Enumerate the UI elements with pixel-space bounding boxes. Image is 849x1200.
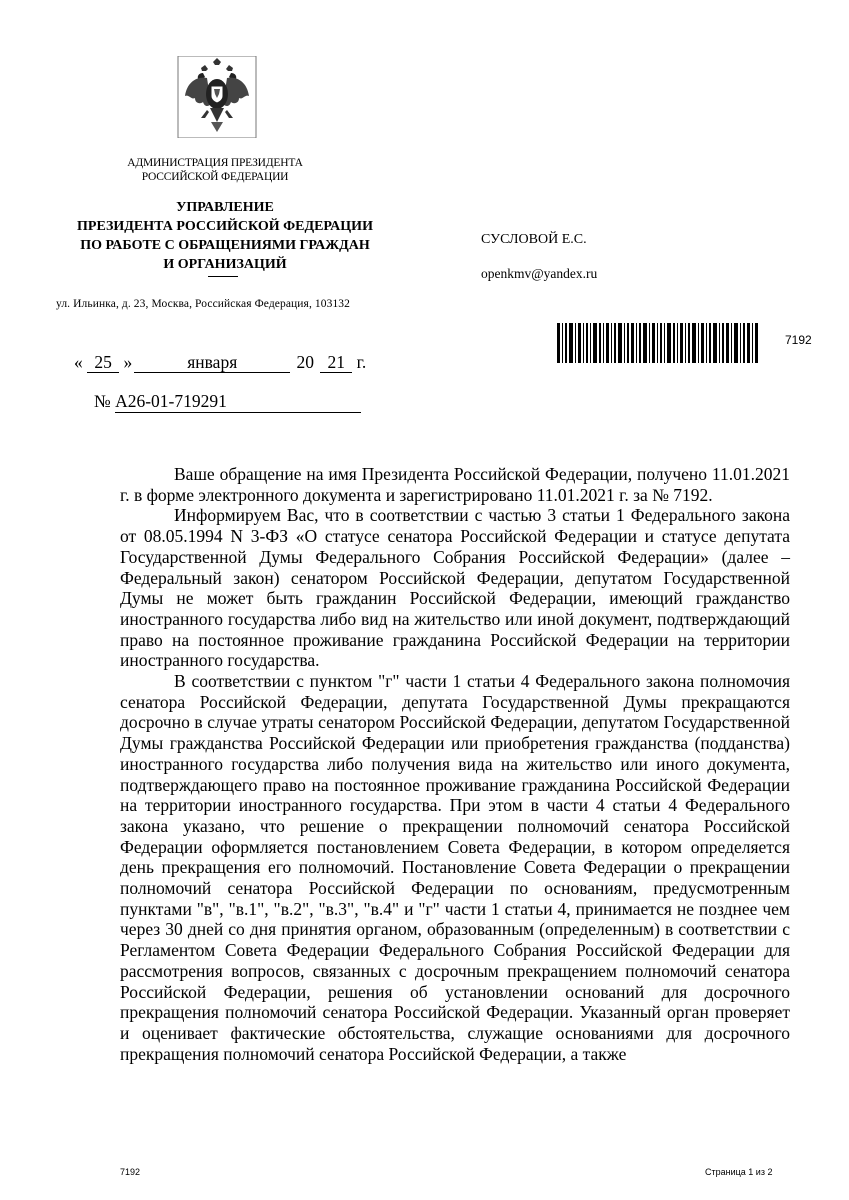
document-number — [94, 391, 361, 413]
recipient-email: openkmv@yandex.ru — [481, 266, 598, 281]
body-paragraph-2: Информируем Вас, что в соответствии с частью 3 статьи 1 Федерального закона от 08.05.1994 N 3-ФЗ «О статусе сенатора Российской Федерации и статусе депутата Государственной Думы Федерального Собрания Российской Федерации» (далее – Федеральный закон) сенатором Российской Федерации, депутатом Государственной Думы не может быть гражданин Российской Федерации, имеющий гражданство иностранного государства либо вид на жительство или иной документ, подтверждающий право на постоянное проживание гражданина Российской Федерации на территории иностранного государства. — [120, 505, 790, 671]
body-paragraph-3: В соответствии с пунктом "г" части 1 статьи 4 Федерального закона полномочия сенатора Российской Федерации, депутата Государственной Думы прекращаются досрочно в случае утраты сенатором Российской Федерации, депутатом Государственной Думы гражданства Российской Федерации или приобретения гражданства (подданства) иностранного государства либо получения вида на жительство или иного документа, подтверждающего право на постоянное проживание гражданина Российской Федерации на территории иностранного государства. При этом в части 4 статьи 4 Федерального закона указано, что решение о прекращении полномочий сенатора Российской Федерации оформляется постановлением Совета Федерации, в котором определяется день прекращения его полномочий. Постановление Совета Федерации о прекращении полномочий сенатора Российской Федерации по основаниям, предусмотренным пунктами "в", "в.1", "в.2", "в.3", "в.4" и "г" части 1 статьи 4, принимается не позднее чем через 30 дней со дня принятия органом, образованным (определенным) в соответствии с Регламентом Совета Федерации Федерального Собрания Российской Федерации для рассмотрения вопросов, связанных с досрочным прекращением полномочий сенатора Российской Федерации, решения об установлении оснований для досрочного прекращения полномочий сенатора Российской Федерации. Указанный орган проверяет и оценивает фактические обстоятельства, служащие основаниями для досрочного прекращения полномочий сенатора Российской Федерации, а также — [120, 671, 790, 1064]
double-headed-eagle-emblem-icon — [177, 56, 257, 138]
org-main-line-3: ПО РАБОТЕ С ОБРАЩЕНИЯМИ ГРАЖДАН — [80, 238, 370, 253]
date-close-quote: » — [123, 352, 133, 372]
date-year: 21 — [320, 352, 352, 373]
organization-name — [60, 198, 390, 274]
org-divider — [208, 276, 238, 277]
date-month: января — [134, 352, 290, 373]
date-open-quote: « — [74, 352, 83, 372]
document-number-sign: № — [94, 391, 111, 411]
footer-document-number: 7192 — [120, 1167, 141, 1177]
body-paragraph-1: Ваше обращение на имя Президента Российской Федерации, получено 11.01.2021 г. в форме электронного документа и зарегистрировано 11.01.2021 г. за № 7192. — [120, 464, 790, 505]
footer-page-label: Страница 1 из 2 — [705, 1167, 773, 1177]
org-small-line-1: АДМИНИСТРАЦИЯ ПРЕЗИДЕНТА — [127, 157, 303, 169]
date-day: 25 — [87, 352, 119, 373]
recipient-name: СУСЛОВОЙ Е.С. — [481, 232, 587, 247]
document-date — [74, 352, 366, 373]
org-main-line-4: И ОРГАНИЗАЦИЙ — [163, 257, 287, 272]
org-main-line-2: ПРЕЗИДЕНТА РОССИЙСКОЙ ФЕДЕРАЦИИ — [77, 219, 373, 234]
date-century: 20 — [296, 352, 314, 372]
organization-address: ул. Ильинка, д. 23, Москва, Российская Федерация, 103132 — [56, 298, 350, 310]
barcode-image — [557, 323, 758, 363]
date-suffix: г. — [356, 352, 367, 372]
document-number-value: А26-01-719291 — [115, 391, 361, 413]
org-small-line-2: РОССИЙСКОЙ ФЕДЕРАЦИИ — [141, 171, 289, 183]
organization-parent — [100, 156, 330, 184]
barcode-number: 7192 — [785, 333, 812, 347]
letter-body — [120, 464, 790, 1064]
org-main-line-1: УПРАВЛЕНИЕ — [176, 200, 274, 215]
